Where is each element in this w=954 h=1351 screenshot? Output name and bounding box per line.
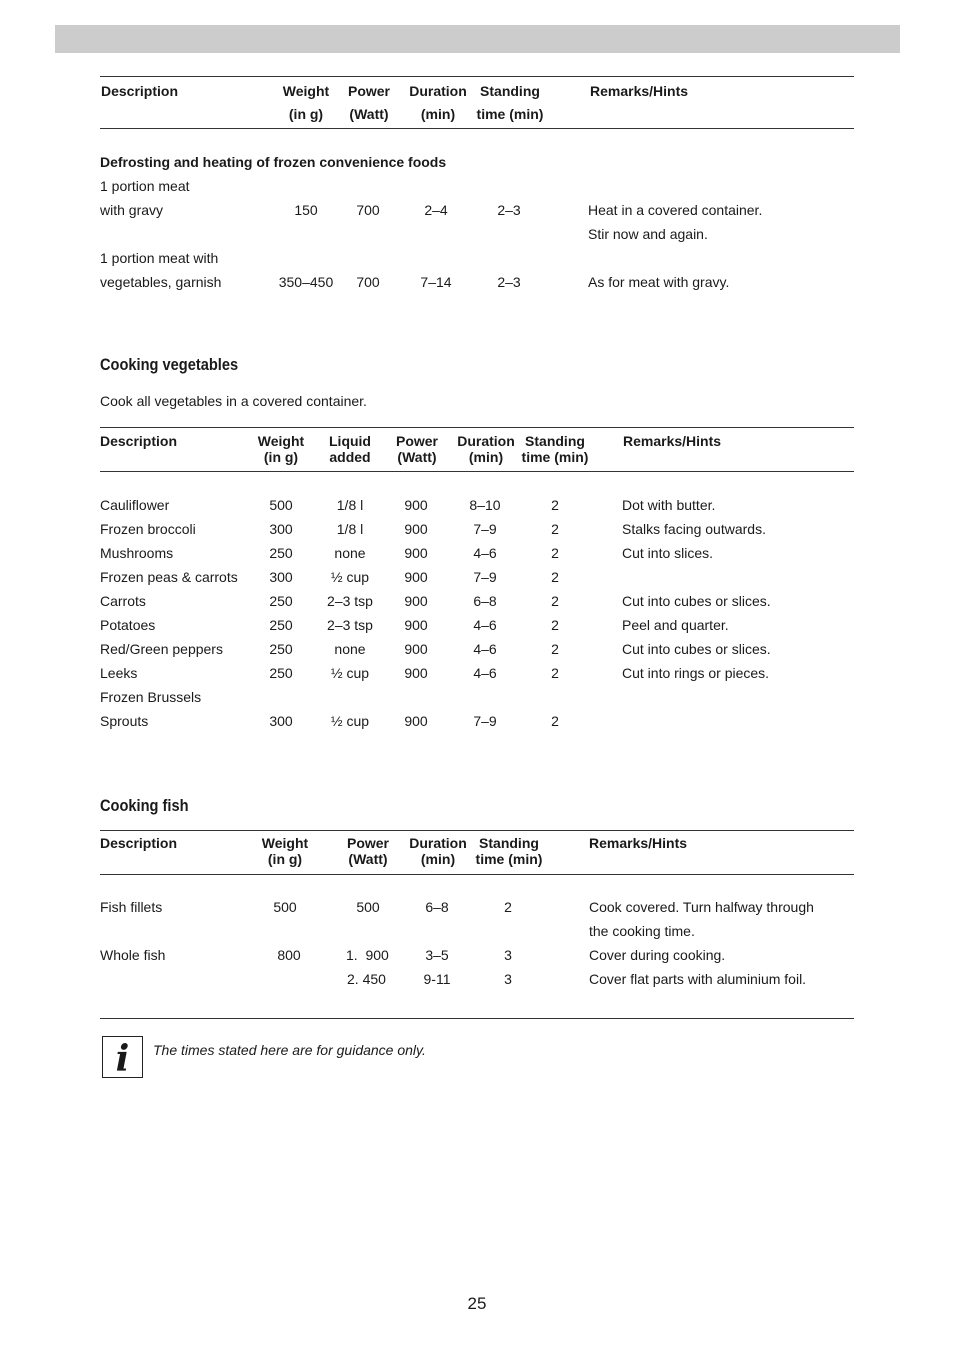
page-number: 25 bbox=[467, 1294, 487, 1313]
header-weight: Weight bbox=[282, 83, 330, 99]
cell-remarks: Cut into cubes or slices. bbox=[622, 641, 771, 657]
header-standing-unit: time (min) bbox=[521, 449, 589, 465]
cell-remarks: Cook covered. Turn halfway through bbox=[589, 899, 814, 915]
section-intro: Cook all vegetables in a covered container. bbox=[100, 393, 367, 409]
cell-liquid: none bbox=[334, 641, 366, 657]
table-rule bbox=[100, 471, 854, 472]
cell-liquid: 1/8 l bbox=[336, 497, 364, 513]
cell-standing: 2 bbox=[551, 569, 559, 585]
cell-duration: 6–8 bbox=[473, 593, 497, 609]
header-liquid-sub: added bbox=[329, 449, 371, 465]
info-icon bbox=[102, 1036, 143, 1078]
cell-standing: 2 bbox=[551, 521, 559, 537]
header-duration-unit: (min) bbox=[420, 106, 456, 122]
cell-duration: 6–8 bbox=[425, 899, 449, 915]
cell-weight: 300 bbox=[269, 569, 293, 585]
cell-duration: 4–6 bbox=[473, 545, 497, 561]
cell-description: 1 portion meat with bbox=[100, 250, 219, 266]
cell-standing: 3 bbox=[504, 947, 512, 963]
cell-liquid: ½ cup bbox=[330, 665, 370, 681]
cell-description: Fish fillets bbox=[100, 899, 163, 915]
cell-description: Sprouts bbox=[100, 713, 149, 729]
cell-weight: 800 bbox=[277, 947, 301, 963]
cell-description: vegetables, garnish bbox=[100, 274, 222, 290]
header-remarks: Remarks/Hints bbox=[589, 835, 688, 851]
header-power-unit: (Watt) bbox=[397, 449, 437, 465]
header-description: Description bbox=[100, 433, 178, 449]
header-power-unit: (Watt) bbox=[349, 106, 389, 122]
header-weight-unit: (in g) bbox=[263, 449, 299, 465]
cell-duration: 3–5 bbox=[425, 947, 449, 963]
cell-power: 700 bbox=[356, 202, 380, 218]
header-remarks: Remarks/Hints bbox=[623, 433, 722, 449]
table-rule bbox=[100, 128, 854, 129]
header-duration-unit: (min) bbox=[468, 449, 504, 465]
cell-remarks: Heat in a covered container. bbox=[588, 202, 763, 218]
cell-weight: 250 bbox=[269, 665, 293, 681]
cell-power: 900 bbox=[404, 641, 428, 657]
header-standing-unit: time (min) bbox=[475, 851, 543, 867]
cell-remarks: Cover flat parts with aluminium foil. bbox=[589, 971, 807, 987]
cell-weight: 300 bbox=[269, 713, 293, 729]
cell-remarks: Stalks facing outwards. bbox=[622, 521, 766, 537]
cell-standing: 2 bbox=[551, 545, 559, 561]
cell-liquid: 1/8 l bbox=[336, 521, 364, 537]
cell-standing: 3 bbox=[504, 971, 512, 987]
table-rule bbox=[100, 830, 854, 831]
header-power-unit: (Watt) bbox=[348, 851, 388, 867]
cell-weight: 250 bbox=[269, 593, 293, 609]
cell-power: 500 bbox=[356, 899, 380, 915]
cell-description: Frozen broccoli bbox=[100, 521, 196, 537]
header-description: Description bbox=[101, 83, 179, 99]
cell-description: Whole fish bbox=[100, 947, 166, 963]
cell-weight: 350–450 bbox=[278, 274, 334, 290]
cell-weight: 300 bbox=[269, 521, 293, 537]
header-power: Power bbox=[346, 835, 389, 851]
cell-power: 900 bbox=[404, 569, 428, 585]
cell-liquid: 2–3 tsp bbox=[327, 593, 373, 609]
cell-standing: 2–3 bbox=[497, 202, 521, 218]
cell-standing: 2 bbox=[551, 665, 559, 681]
cell-duration: 7–9 bbox=[473, 713, 497, 729]
cell-description: Cauliflower bbox=[100, 497, 170, 513]
cell-description: 1 portion meat bbox=[100, 178, 190, 194]
table-rule bbox=[100, 1018, 854, 1019]
section-title-fish: Cooking fish bbox=[100, 796, 189, 815]
table-rule bbox=[100, 874, 854, 875]
cell-remarks: the cooking time. bbox=[589, 923, 695, 939]
cell-power: 900 bbox=[404, 617, 428, 633]
cell-remarks: Cut into rings or pieces. bbox=[622, 665, 770, 681]
cell-standing: 2 bbox=[551, 497, 559, 513]
cell-power: 1. 900 bbox=[346, 947, 389, 963]
cell-power: 900 bbox=[404, 497, 428, 513]
cell-weight: 500 bbox=[273, 899, 297, 915]
cell-duration: 9-11 bbox=[423, 971, 451, 987]
cell-duration: 7–14 bbox=[420, 274, 452, 290]
header-remarks: Remarks/Hints bbox=[590, 83, 689, 99]
cell-duration: 7–9 bbox=[473, 521, 497, 537]
cell-description: Carrots bbox=[100, 593, 146, 609]
header-weight-unit: (in g) bbox=[288, 106, 324, 122]
header-duration: Duration bbox=[409, 83, 467, 99]
cell-liquid: ½ cup bbox=[330, 569, 370, 585]
header-power: Power bbox=[347, 83, 390, 99]
cell-liquid: none bbox=[334, 545, 366, 561]
group-title: Defrosting and heating of frozen convenience foods bbox=[100, 154, 447, 170]
header-standing-unit: time (min) bbox=[476, 106, 544, 122]
header-duration: Duration bbox=[409, 835, 467, 851]
cell-power: 900 bbox=[404, 545, 428, 561]
cell-weight: 150 bbox=[294, 202, 318, 218]
cell-standing: 2 bbox=[504, 899, 512, 915]
cell-remarks: Cut into slices. bbox=[622, 545, 714, 561]
cell-description: with gravy bbox=[100, 202, 164, 218]
cell-duration: 4–6 bbox=[473, 617, 497, 633]
header-duration-unit: (min) bbox=[420, 851, 456, 867]
cell-standing: 2 bbox=[551, 593, 559, 609]
header-weight-unit: (in g) bbox=[267, 851, 303, 867]
cell-standing: 2 bbox=[551, 641, 559, 657]
table-rule bbox=[100, 427, 854, 428]
cell-duration: 7–9 bbox=[473, 569, 497, 585]
header-standing: Standing bbox=[525, 433, 585, 449]
cell-weight: 250 bbox=[269, 545, 293, 561]
cell-weight: 500 bbox=[269, 497, 293, 513]
cell-power: 900 bbox=[404, 665, 428, 681]
cell-standing: 2 bbox=[551, 617, 559, 633]
cell-standing: 2–3 bbox=[497, 274, 521, 290]
cell-power: 900 bbox=[404, 593, 428, 609]
cell-liquid: ½ cup bbox=[330, 713, 370, 729]
cell-remarks: Dot with butter. bbox=[622, 497, 716, 513]
cell-power: 700 bbox=[356, 274, 380, 290]
table-rule bbox=[100, 76, 854, 77]
header-weight: Weight bbox=[261, 835, 309, 851]
cell-duration: 4–6 bbox=[473, 641, 497, 657]
cell-description: Frozen Brussels bbox=[100, 689, 202, 705]
cell-description: Mushrooms bbox=[100, 545, 174, 561]
info-icon-glyph: i bbox=[115, 1038, 130, 1080]
cell-duration: 8–10 bbox=[469, 497, 501, 513]
cell-standing: 2 bbox=[551, 713, 559, 729]
info-note: The times stated here are for guidance only. bbox=[153, 1042, 426, 1058]
cell-duration: 2–4 bbox=[424, 202, 448, 218]
cell-power: 900 bbox=[404, 713, 428, 729]
cell-remarks: Stir now and again. bbox=[588, 226, 708, 242]
header-power: Power bbox=[395, 433, 438, 449]
cell-remarks: Peel and quarter. bbox=[622, 617, 729, 633]
header-liquid: Liquid bbox=[329, 433, 371, 449]
cell-liquid: 2–3 tsp bbox=[327, 617, 373, 633]
cell-description: Potatoes bbox=[100, 617, 156, 633]
cell-weight: 250 bbox=[269, 641, 293, 657]
header-standing: Standing bbox=[480, 83, 540, 99]
cell-description: Leeks bbox=[100, 665, 138, 681]
cell-remarks: As for meat with gravy. bbox=[588, 274, 730, 290]
header-standing: Standing bbox=[479, 835, 539, 851]
header-description: Description bbox=[100, 835, 178, 851]
header-bar bbox=[55, 25, 900, 53]
header-duration: Duration bbox=[457, 433, 515, 449]
cell-remarks: Cover during cooking. bbox=[589, 947, 726, 963]
cell-weight: 250 bbox=[269, 617, 293, 633]
cell-description: Red/Green peppers bbox=[100, 641, 223, 657]
cell-remarks: Cut into cubes or slices. bbox=[622, 593, 771, 609]
cell-power: 900 bbox=[404, 521, 428, 537]
header-weight: Weight bbox=[257, 433, 305, 449]
cell-power: 2. 450 bbox=[347, 971, 386, 987]
cell-description: Frozen peas & carrots bbox=[100, 569, 238, 585]
section-title-vegetables: Cooking vegetables bbox=[100, 355, 239, 374]
cell-duration: 4–6 bbox=[473, 665, 497, 681]
